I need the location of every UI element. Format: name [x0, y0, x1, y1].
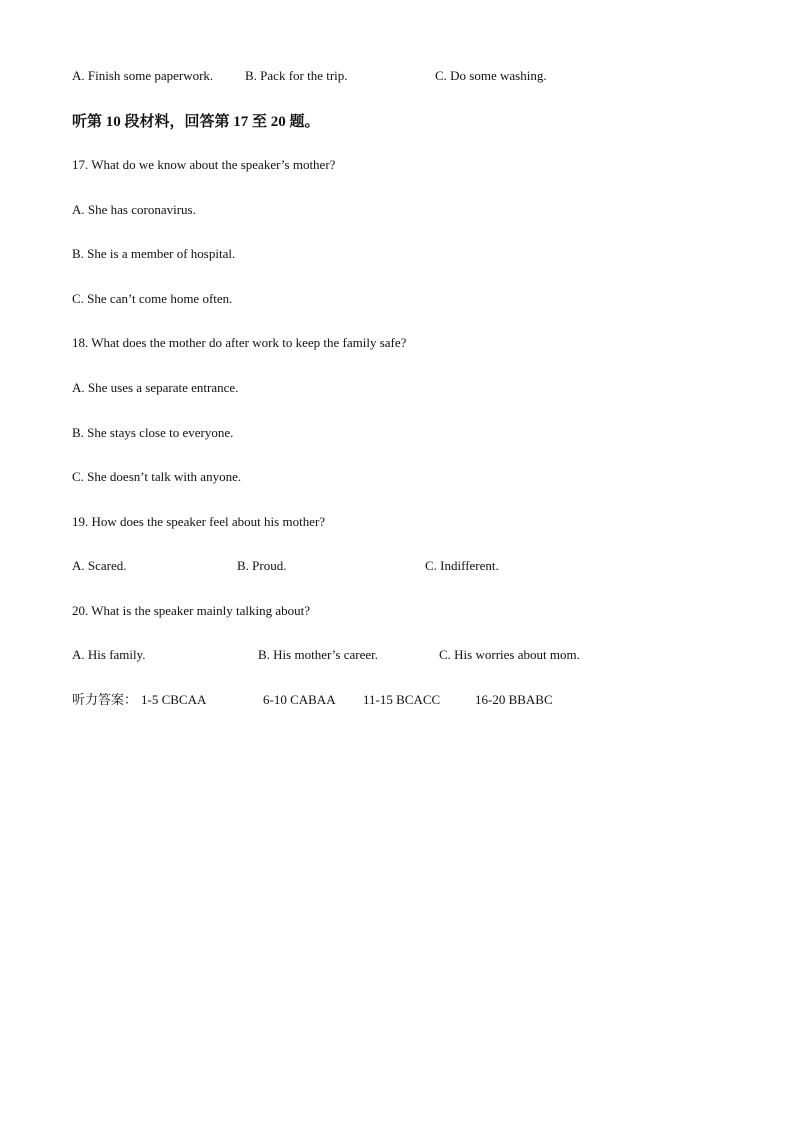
question-17-option-a: A. She has coronavirus.	[72, 202, 196, 217]
question-20-stem: 20. What is the speaker mainly talking about?	[72, 603, 311, 618]
question-17-option-b: B. She is a member of hospital.	[72, 246, 236, 261]
question-19-option-b: B. Proud.	[237, 558, 287, 573]
answer-key-label: 听力答案：	[72, 692, 138, 707]
answer-key-group-1: 1-5 CBCAA	[141, 692, 207, 707]
question-20-option-c: C. His worries about mom.	[439, 647, 580, 662]
top-option-c: C. Do some washing.	[435, 68, 547, 83]
question-18-option-b: B. She stays close to everyone.	[72, 425, 234, 440]
question-19-stem: 19. How does the speaker feel about his mother?	[72, 514, 326, 529]
question-17-stem: 17. What do we know about the speaker’s mother?	[72, 157, 336, 172]
top-option-a: A. Finish some paperwork.	[72, 68, 214, 83]
question-20-option-a: A. His family.	[72, 647, 146, 662]
answer-key-group-4: 16-20 BBABC	[475, 692, 553, 707]
question-19-option-a: A. Scared.	[72, 558, 127, 573]
question-18-option-c: C. She doesn’t talk with anyone.	[72, 469, 242, 484]
question-19-option-c: C. Indifferent.	[425, 558, 499, 573]
question-18-option-a: A. She uses a separate entrance.	[72, 380, 239, 395]
top-option-b: B. Pack for the trip.	[245, 68, 348, 83]
question-20-option-b: B. His mother’s career.	[258, 647, 378, 662]
answer-key-group-3: 11-15 BCACC	[363, 692, 441, 707]
section-heading: 听第 10 段材料，回答第 17 至 20 题。	[72, 114, 320, 130]
answer-key-group-2: 6-10 CABAA	[263, 692, 336, 707]
question-18-stem: 18. What does the mother do after work to keep the family safe?	[72, 335, 407, 350]
question-17-option-c: C. She can’t come home often.	[72, 291, 233, 306]
